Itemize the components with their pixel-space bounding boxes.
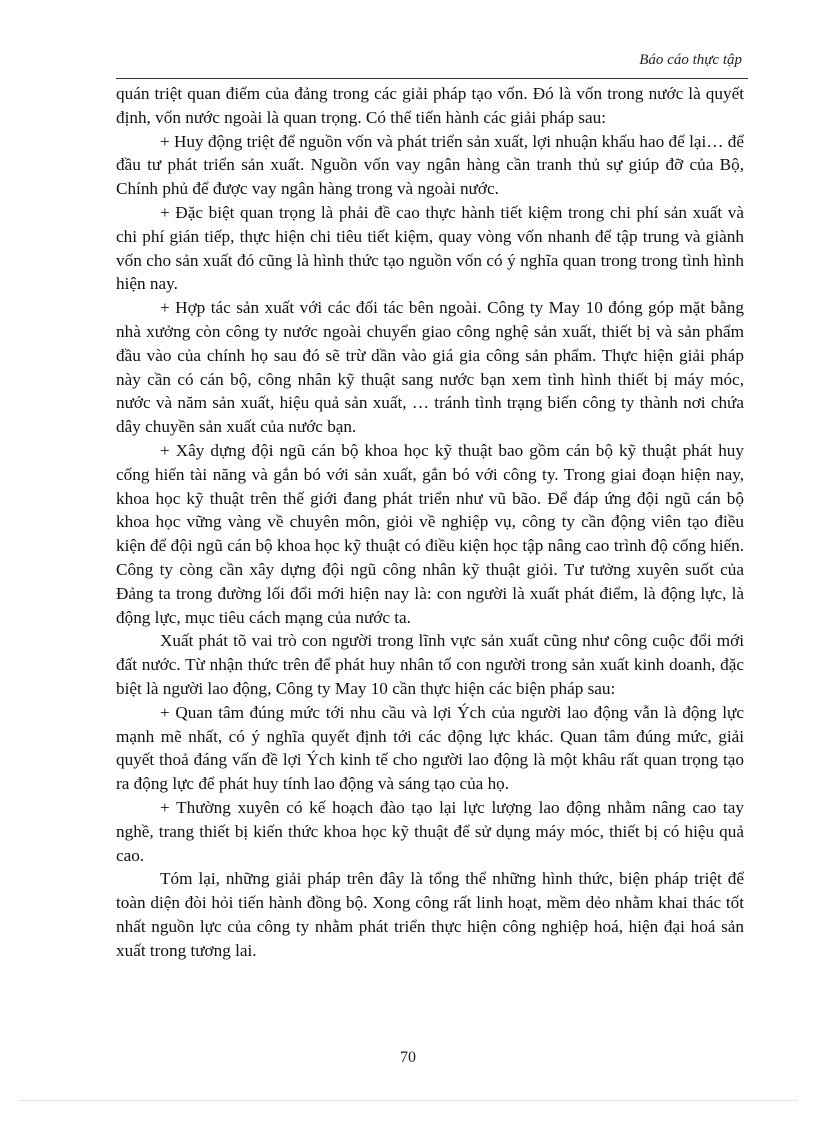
report-header-title: Báo cáo thực tập xyxy=(639,52,742,68)
paragraph-conclusion: Tóm lại, những giải pháp trên đây là tổng thể những hình thức, biện pháp triệt để toàn diện đòi hỏi tiến hành đồng bộ. Xong công rất linh hoạt, mềm dẻo nhằm khai thác tốt nhất nguồn lực của công ty nhằm phát triển thực hiện công nghiệp hoá, hiện đại hoá sản xuất trong tương lai. xyxy=(116,869,744,960)
paragraph-cost-saving: + Đặc biệt quan trọng là phải đề cao thực hành tiết kiệm trong chi phí sản xuất và chi phí gián tiếp, thực hiện chi tiêu tiết kiệm, quay vòng vốn nhanh để tập trung và giành vốn cho sản xuất đó cũng là hình thức tạo nguồn vốn có ý nghĩa quan trong trong tình hình hiện nay. xyxy=(116,202,744,294)
paragraph-worker-interests: + Quan tâm đúng mức tới nhu cầu và lợi Ých của người lao động vẫn là động lực mạnh mẽ nhất, có ý nghĩa quyết định tới các động lực khác. Quan tâm đúng mức, giải quyết thoả đáng vấn đề lợi Ých kinh tế cho người lao động là một khâu rất quan trọng tạo ra động lực để phát huy tính lao động và sáng tạo của họ. xyxy=(116,702,744,794)
paragraph-continuation: quán triệt quan điểm của đảng trong các giải pháp tạo vốn. Đó là vốn trong nước là quyết định, vốn nước ngoài là quan trọng. Có thể tiến hành các giải pháp sau: xyxy=(116,84,744,127)
document-body xyxy=(116,82,744,962)
paragraph-technical-staff: + Xây dựng đội ngũ cán bộ khoa học kỹ thuật bao gồm cán bộ kỹ thuật phát huy cống hiến tài năng và gắn bó với sản xuất, gắn bó với công ty. Trong giai đoạn hiện nay, khoa học kỹ thuật trên thế giới đang phát triển như vũ bão. Để đáp ứng đội ngũ cán bộ khoa học vững vàng về chuyên môn, giỏi về nghiệp vụ, công ty cần động viên tạo điều kiện để đội ngũ cán bộ khoa học kỹ thuật có điều kiện học tập nâng cao trình độ cống hiến. Công ty còng cần xây dựng đội ngũ công nhân kỹ thuật giỏi. Tư tưởng xuyên suốt của Đảng ta trong đường lối đổi mới hiện nay là: con người là xuất phát điểm, là động lực, là động lực, mục tiêu cách mạng của nước ta. xyxy=(116,440,744,627)
page-number: 70 xyxy=(400,1049,416,1066)
header-divider xyxy=(116,78,748,79)
paragraph-capital-mobilization: + Huy động triệt để nguồn vốn và phát triển sản xuất, lợi nhuận khấu hao để lại… để đầu tư phát triển sản xuất. Nguồn vốn vay ngân hàng cần tranh thủ sự giúp đỡ của Bộ, Chính phủ để được vay ngân hàng trong và ngoài nước. xyxy=(116,131,744,199)
paragraph-retraining: + Thường xuyên có kế hoạch đào tạo lại lực lượng lao động nhằm nâng cao tay nghề, trang thiết bị kiến thức khoa học kỹ thuật để sử dụng máy móc, thiết bị có hiệu quả cao. xyxy=(116,797,744,865)
footer-divider xyxy=(20,1100,796,1101)
paragraph-production-cooperation: + Hợp tác sản xuất với các đối tác bên ngoài. Công ty May 10 đóng góp mặt bằng nhà xưởng còn công ty nước ngoài chuyển giao công nghệ sản xuất, thiết bị và sản phẩm đầu vào của chính họ sau đó sẽ trừ dần vào giá gia công sản phẩm. Thực hiện giải pháp này cần có cán bộ, công nhân kỹ thuật sang nước bạn xem tình hình thiết bị máy móc, nước và năm sản xuất, hiệu quả sản xuất, … tránh tình trạng biến công ty thành nơi chứa dây chuyền sản xuất của nước bạn. xyxy=(116,298,744,437)
paragraph-human-factor: Xuất phát tõ vai trò con người trong lĩnh vực sản xuất cũng như công cuộc đổi mới đất nước. Từ nhận thức trên để phát huy nhân tố con người trong sản xuất kinh doanh, đặc biệt là người lao động, Công ty May 10 cần thực hiện các biện pháp sau: xyxy=(116,631,744,698)
